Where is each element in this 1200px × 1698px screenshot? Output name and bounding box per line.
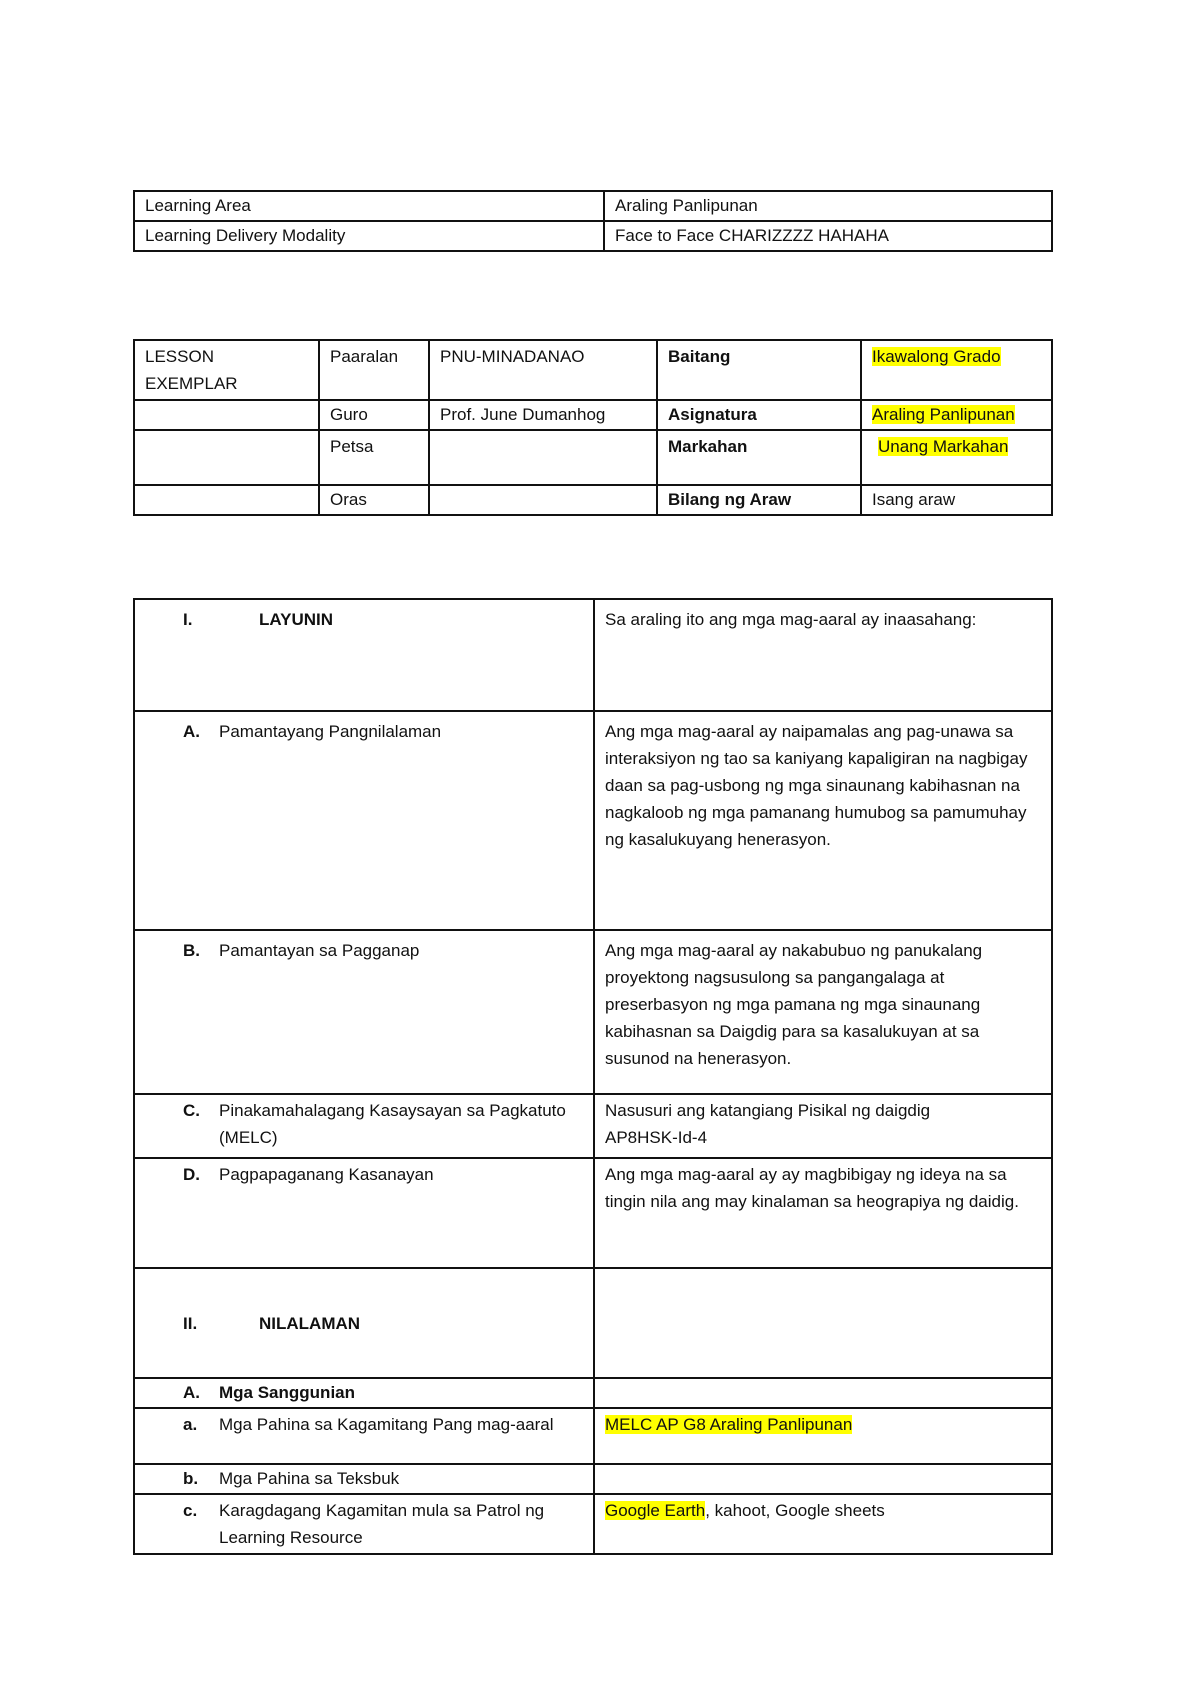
modality-label: Learning Delivery Modality — [134, 221, 604, 251]
layunin-num: I. — [183, 610, 193, 629]
table-row — [134, 930, 1052, 1094]
c-text: Nasusuri ang katangiang Pisikal ng daigdig — [605, 1101, 931, 1120]
ref-a-text-cell — [594, 1408, 1052, 1464]
c-code: AP8HSK-Id-4 — [605, 1128, 708, 1147]
main-table — [133, 598, 1053, 1555]
asignatura-cell — [861, 400, 1052, 430]
kasanayan-cell — [134, 1158, 594, 1268]
ref-b-num: b. — [183, 1469, 199, 1488]
nilalaman-title: NILALAMAN — [259, 1313, 361, 1333]
ref-b-cell — [134, 1464, 594, 1494]
empty-cell — [134, 430, 319, 485]
table-row — [134, 191, 1052, 221]
table-row — [134, 599, 1052, 711]
b-text: Ang mga mag-aaral ay nakabubuo ng panukalang proyektong nagsusulong sa pangangalaga at preserbasyon ng mga pamana ng mga sinaunang kabihasnan sa Daigdig para sa kasalukuyan at sa susunod na henerasyon. — [594, 930, 1052, 1094]
paaralan-label: Paaralan — [319, 340, 429, 400]
info-table — [133, 339, 1053, 516]
d-text: Ang mga mag-aaral ay ay magbibigay ng ideya na sa tingin nila ang may kinalaman sa heograpiya ng daidig. — [594, 1158, 1052, 1268]
bilang-value: Isang araw — [861, 485, 1052, 515]
nilalaman-num: II. — [183, 1313, 198, 1333]
nilalaman-cell — [134, 1268, 594, 1378]
empty-cell — [594, 1268, 1052, 1378]
empty-cell — [134, 485, 319, 515]
asignatura-label: Asignatura — [657, 400, 861, 430]
melc-text-cell — [594, 1094, 1052, 1158]
table-row — [134, 221, 1052, 251]
learning-area-value: Araling Panlipunan — [604, 191, 1052, 221]
ref-a-label: Mga Pahina sa Kagamitang Pang mag-aaral — [219, 1415, 554, 1434]
ref-c-cell — [134, 1494, 594, 1554]
sanggunian-cell — [134, 1378, 594, 1408]
b-label: Pamantayan sa Pagganap — [219, 941, 420, 960]
table-row — [134, 1158, 1052, 1268]
empty-cell — [134, 400, 319, 430]
lesson-exemplar-text: LESSON EXEMPLAR — [145, 347, 238, 393]
table-row — [134, 1378, 1052, 1408]
table-row — [134, 340, 1052, 400]
petsa-label: Petsa — [319, 430, 429, 485]
markahan-value: Unang Markahan — [878, 437, 1009, 456]
c-num: C. — [183, 1101, 200, 1120]
ref-c-label: Karagdagang Kagamitan mula sa Patrol ng Learning Resource — [219, 1501, 545, 1547]
a-text: Ang mga mag-aaral ay naipamalas ang pag-unawa sa interaksiyon ng tao sa kaniyang kapaligiran na nagbigay daan sa pag-usbong ng mga sinaunang kabihasnan na nagkaloob ng mga pamanang humubog sa pamumuhay ng kasalukuyang henerasyon. — [594, 711, 1052, 930]
baitang-label: Baitang — [657, 340, 861, 400]
learning-area-label: Learning Area — [134, 191, 604, 221]
ref-b-label: Mga Pahina sa Teksbuk — [219, 1469, 400, 1488]
guro-value: Prof. June Dumanhog — [429, 400, 657, 430]
c-label: Pinakamahalagang Kasaysayan sa Pagkatuto (MELC) — [219, 1101, 566, 1147]
ref-c-text-cell — [594, 1494, 1052, 1554]
paaralan-value: PNU-MINADANAO — [429, 340, 657, 400]
table-row — [134, 1464, 1052, 1494]
oras-value — [429, 485, 657, 515]
ref-a-text: MELC AP G8 Araling Panlipunan — [605, 1415, 853, 1434]
empty-cell — [594, 1464, 1052, 1494]
oras-label: Oras — [319, 485, 429, 515]
table-row — [134, 400, 1052, 430]
empty-cell — [594, 1378, 1052, 1408]
lesson-exemplar-title — [134, 340, 319, 400]
asignatura-value: Araling Panlipunan — [872, 405, 1015, 424]
modality-value: Face to Face CHARIZZZZ HAHAHA — [604, 221, 1052, 251]
a-num: A. — [183, 722, 200, 741]
ref-a-cell — [134, 1408, 594, 1464]
table-row — [134, 1408, 1052, 1464]
layunin-cell — [134, 599, 594, 711]
table-row — [134, 430, 1052, 485]
melc-cell — [134, 1094, 594, 1158]
layunin-text: Sa araling ito ang mga mag-aaral ay inaasahang: — [594, 599, 1052, 711]
guro-label: Guro — [319, 400, 429, 430]
sanggunian-num: A. — [183, 1383, 200, 1402]
pagganap-cell — [134, 930, 594, 1094]
markahan-cell — [861, 430, 1052, 485]
b-num: B. — [183, 941, 200, 960]
table-row — [134, 711, 1052, 930]
markahan-label: Markahan — [657, 430, 861, 485]
ref-a-num: a. — [183, 1415, 198, 1434]
baitang-value: Ikawalong Grado — [872, 347, 1001, 366]
bilang-label: Bilang ng Araw — [657, 485, 861, 515]
a-label: Pamantayang Pangnilalaman — [219, 722, 442, 741]
d-label: Pagpapaganang Kasanayan — [219, 1165, 434, 1184]
table-row — [134, 485, 1052, 515]
ref-c-text-highlight: Google Earth — [605, 1501, 706, 1520]
d-num: D. — [183, 1165, 200, 1184]
table-row — [134, 1094, 1052, 1158]
ref-c-num: c. — [183, 1501, 198, 1520]
table-row — [134, 1494, 1052, 1554]
layunin-title: LAYUNIN — [259, 610, 333, 629]
baitang-cell — [861, 340, 1052, 400]
ref-c-text-rest: , kahoot, Google sheets — [705, 1501, 885, 1520]
table-row — [134, 1268, 1052, 1378]
sanggunian-label: Mga Sanggunian — [219, 1383, 355, 1402]
petsa-value — [429, 430, 657, 485]
header-table — [133, 190, 1053, 252]
pamantayang-cell — [134, 711, 594, 930]
